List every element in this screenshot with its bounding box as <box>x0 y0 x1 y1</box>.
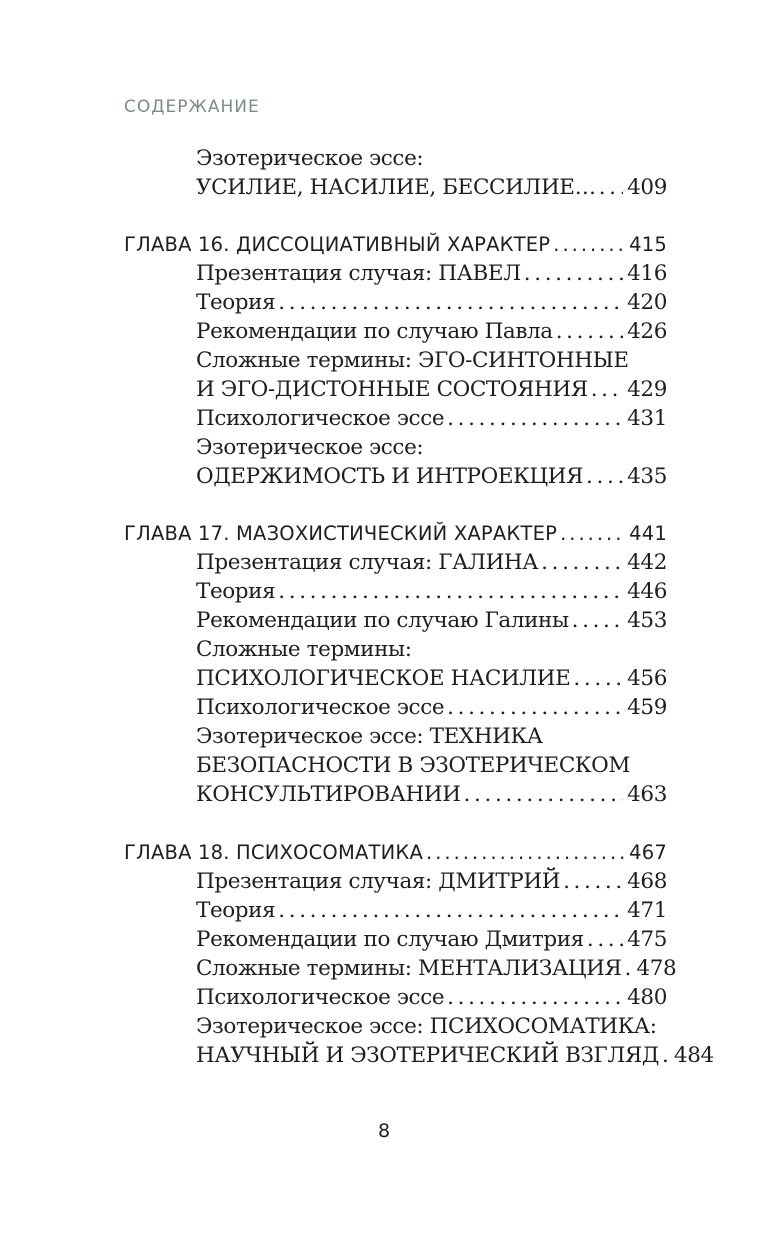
chapter-title: ГЛАВА 18. ПСИХОСОМАТИКА <box>124 841 424 864</box>
toc-page-number: 431 <box>627 406 667 431</box>
chapter-title: ГЛАВА 17. МАЗОХИСТИЧЕСКИЙ ХАРАКТЕР <box>124 522 558 545</box>
toc-entry-title: И ЭГО-ДИСТОННЫЕ СОСТОЯНИЯ <box>196 377 588 402</box>
dot-leader <box>524 259 623 288</box>
dot-leader <box>573 664 623 693</box>
toc-entry-esoteric-line1: Эзотерическое эссе: ТЕХНИКА <box>196 724 543 749</box>
toc-entry-case[interactable] <box>196 259 667 288</box>
toc-entry-theory[interactable] <box>196 896 667 925</box>
dot-leader <box>278 896 623 925</box>
toc-entry-psychological[interactable] <box>196 693 667 722</box>
dot-leader <box>464 780 624 809</box>
toc-entry-title: Теория <box>196 579 276 604</box>
toc-entry-recommendations[interactable] <box>196 925 667 954</box>
toc-entry-esoteric[interactable] <box>196 780 667 809</box>
toc-entry-terms-line1: Сложные термины: <box>196 637 412 662</box>
toc-entry-title: Рекомендации по случаю Дмитрия <box>196 927 584 952</box>
toc-entry-title: ПСИХОЛОГИЧЕСКОЕ НАСИЛИЕ <box>196 666 571 691</box>
toc-chapter-18[interactable] <box>124 838 667 867</box>
chapter-page-number: 441 <box>629 522 667 545</box>
running-head: СОДЕРЖАНИЕ <box>124 97 260 117</box>
dot-leader <box>447 693 623 722</box>
toc-page-number: 471 <box>627 898 667 923</box>
toc-entry-psychological[interactable] <box>196 983 667 1012</box>
dot-leader <box>278 577 623 606</box>
dot-leader <box>278 288 623 317</box>
toc-page-number: 468 <box>627 869 667 894</box>
toc-entry-esoteric[interactable] <box>196 1041 714 1070</box>
toc-page-number: 426 <box>627 319 667 344</box>
dot-leader <box>662 1041 670 1070</box>
chapter-page-number: 467 <box>629 841 667 864</box>
toc-entry-title: УСИЛИЕ, НАСИЛИЕ, БЕССИЛИЕ… <box>196 175 596 200</box>
toc-entry-case[interactable] <box>196 867 667 896</box>
toc-page-number: 484 <box>673 1043 714 1068</box>
dot-leader <box>447 983 623 1012</box>
toc-entry-title: Презентация случая: ПАВЕЛ <box>196 261 521 286</box>
dot-leader <box>556 317 623 346</box>
toc-entry-title: Презентация случая: ГАЛИНА <box>196 550 539 575</box>
dot-leader <box>563 867 623 896</box>
toc-page-number: 416 <box>627 261 667 286</box>
toc-chapter-16[interactable] <box>124 230 667 259</box>
toc-entry-title: Теория <box>196 290 276 315</box>
toc-entry-terms[interactable] <box>196 954 677 983</box>
toc-entry-esoteric-line2: БЕЗОПАСНОСТИ В ЭЗОТЕРИЧЕСКОМ <box>196 753 630 778</box>
toc-entry-title: Презентация случая: ДМИТРИЙ <box>196 869 561 894</box>
page-number: 8 <box>377 1120 391 1142</box>
toc-entry-esoteric[interactable] <box>196 173 667 202</box>
dot-leader <box>541 548 623 577</box>
toc-entry-title: Рекомендации по случаю Павла <box>196 319 553 344</box>
dot-leader <box>591 375 623 404</box>
toc-entry-recommendations[interactable] <box>196 317 667 346</box>
toc-entry-recommendations[interactable] <box>196 606 667 635</box>
toc-entry-esoteric-line1: Эзотерическое эссе: <box>196 435 424 460</box>
toc-page-number: 478 <box>636 956 677 981</box>
toc-entry-case[interactable] <box>196 548 667 577</box>
toc-page-number: 453 <box>627 608 667 633</box>
toc-page-number: 446 <box>627 579 667 604</box>
toc-entry-psychological[interactable] <box>196 404 667 433</box>
dot-leader <box>572 606 624 635</box>
toc-page-number: 435 <box>627 464 667 489</box>
toc-page-number: 459 <box>627 695 667 720</box>
toc-page-number: 442 <box>627 550 667 575</box>
chapter-page-number: 415 <box>629 233 667 256</box>
toc-entry-title: КОНСУЛЬТИРОВАНИИ <box>196 782 461 807</box>
dot-leader <box>426 838 625 867</box>
dot-leader <box>560 519 625 548</box>
toc-entry-title: Рекомендации по случаю Галины <box>196 608 569 633</box>
dot-leader <box>586 462 623 491</box>
toc-page-number: 409 <box>627 175 667 200</box>
toc-entry-terms[interactable] <box>196 375 667 404</box>
toc-page-number: 463 <box>627 782 667 807</box>
toc-page-number: 429 <box>627 377 667 402</box>
toc-entry-esoteric-line1: Эзотерическое эссе: <box>196 146 424 171</box>
toc-entry-theory[interactable] <box>196 288 667 317</box>
toc-entry-title: Психологическое эссе <box>196 406 445 431</box>
toc-entry-title: Психологическое эссе <box>196 695 445 720</box>
dot-leader <box>625 954 633 983</box>
toc-entry-title: Психологическое эссе <box>196 985 445 1010</box>
toc-entry-terms-line1: Сложные термины: ЭГО-СИНТОННЫЕ <box>196 348 629 373</box>
toc-entry-esoteric-line1: Эзотерическое эссе: ПСИХОСОМАТИКА: <box>196 1014 657 1039</box>
toc-entry-terms[interactable] <box>196 664 667 693</box>
dot-leader <box>599 173 623 202</box>
toc-entry-esoteric[interactable] <box>196 462 667 491</box>
dot-leader <box>447 404 623 433</box>
toc-entry-title: Сложные термины: МЕНТАЛИЗАЦИЯ <box>196 956 622 981</box>
toc-chapter-17[interactable] <box>124 519 667 548</box>
dot-leader <box>587 925 623 954</box>
toc-page-number: 475 <box>627 927 667 952</box>
toc-entry-title: Теория <box>196 898 276 923</box>
toc-entry-theory[interactable] <box>196 577 667 606</box>
toc-page-number: 456 <box>627 666 667 691</box>
toc-entry-title: НАУЧНЫЙ И ЭЗОТЕРИЧЕСКИЙ ВЗГЛЯД <box>196 1043 659 1068</box>
toc-page-number: 480 <box>627 985 667 1010</box>
toc-entry-title: ОДЕРЖИМОСТЬ И ИНТРОЕКЦИЯ <box>196 464 584 489</box>
dot-leader <box>553 230 625 259</box>
toc-page-number: 420 <box>627 290 667 315</box>
chapter-title: ГЛАВА 16. ДИССОЦИАТИВНЫЙ ХАРАКТЕР <box>124 233 551 256</box>
